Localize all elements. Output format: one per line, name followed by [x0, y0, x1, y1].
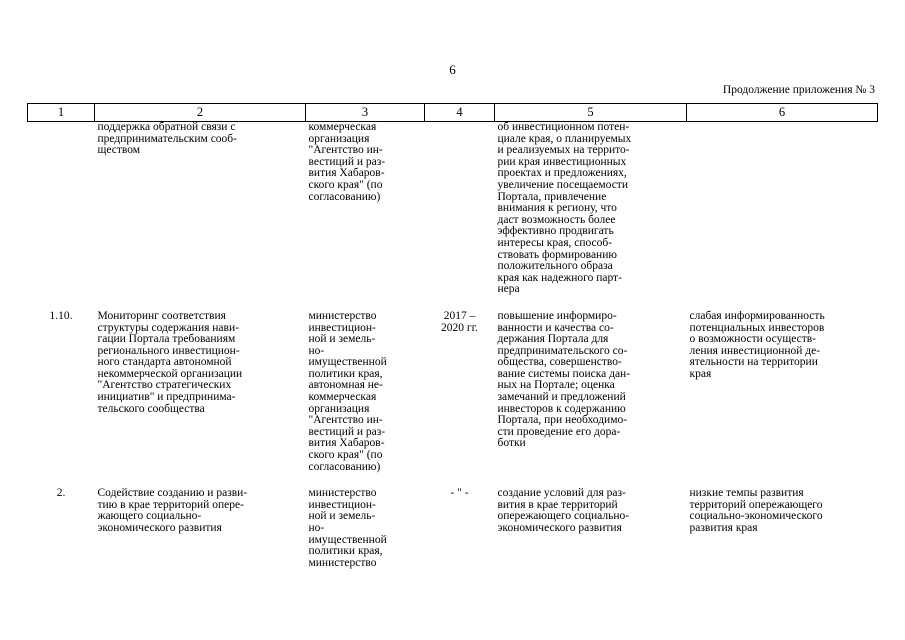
cell-text-line: увеличение посещаемости — [497, 178, 628, 191]
cell-text-line: внимания к региону, что — [497, 202, 617, 215]
column-header-2: 2 — [95, 104, 306, 122]
cell-text-line: инициатив" и предпринима- — [97, 391, 236, 404]
cell-text-line: коммерческая — [308, 121, 377, 133]
cell-text-line: Портала, привлечение — [497, 190, 607, 203]
cell-text-line: вития в крае территорий — [497, 498, 618, 511]
cell-text-line: вание системы поиска дан- — [497, 367, 631, 380]
cell-text-line: но- — [308, 522, 325, 534]
cell-text-line: ботки — [497, 437, 526, 450]
cell-text-line: "Агентство стратегических — [97, 379, 232, 392]
cell-text-line: Содействие созданию и разви- — [97, 487, 248, 500]
cell-text-line: "Агентство ин- — [308, 144, 383, 157]
cell-text-line: согласованию) — [308, 190, 381, 203]
cell-text-line: эффективно продвигать — [497, 225, 614, 238]
cell-text-line: министерство — [308, 487, 377, 500]
cell-text-line: края — [689, 367, 712, 380]
cell-text-line: тельского сообщества — [97, 402, 205, 415]
cell-text-line: ского края" (по — [308, 178, 383, 191]
page-number: 6 — [449, 62, 456, 77]
column-header-1: 1 — [28, 104, 95, 122]
result-cell — [495, 302, 687, 479]
cell-text-line: опережающего социально- — [497, 510, 630, 523]
cell-text-line: некоммерческой организации — [97, 367, 243, 380]
cell-text-line: ления инвестиционной де- — [689, 344, 821, 357]
cell-text-line: и реализуемых на террито- — [497, 144, 630, 157]
cell-text-line: инвесторов к содержанию — [497, 402, 626, 415]
cell-text-line: вития Хабаров- — [308, 167, 385, 180]
cell-text-line: циале края, о планируемых — [497, 132, 632, 145]
result-cell — [495, 479, 687, 575]
cell-text-line: структуры содержания нави- — [97, 321, 239, 334]
cell-text-line: автономная не- — [308, 379, 383, 392]
executor-cell — [306, 122, 425, 302]
cell-text-line: о возможности осуществ- — [689, 333, 817, 346]
appendix-table — [27, 103, 878, 575]
cell-text-line: экономического развития — [497, 522, 622, 534]
cell-text-line: 2020 гг. — [441, 321, 478, 334]
cell-text-line: потенциальных инвесторов — [689, 321, 825, 334]
cell-text-line: проектах и предложениях, — [497, 167, 627, 180]
table-row — [28, 122, 878, 302]
cell-text-line: ной и земель- — [308, 333, 376, 346]
executor-cell — [306, 302, 425, 479]
cell-text-line: создание условий для раз- — [497, 487, 626, 500]
cell-text-line: ной и земель- — [308, 510, 376, 523]
term-cell — [425, 302, 495, 479]
cell-text-line: организация — [308, 132, 370, 145]
cell-text-line: держания Портала для — [497, 333, 609, 346]
cell-text-line: ятельности на территории — [689, 356, 818, 369]
cell-text-line: вестиций и раз- — [308, 155, 386, 168]
activity-cell — [95, 302, 306, 479]
table-row — [28, 302, 878, 479]
table-header-row — [28, 104, 878, 122]
cell-text-line: слабая информированность — [689, 309, 825, 322]
cell-text-line: имущественной — [308, 356, 387, 369]
cell-text-line: - " - — [450, 487, 469, 500]
column-header-6: 6 — [687, 104, 878, 122]
cell-text-line: социально-экономического — [689, 510, 823, 523]
cell-text-line: об инвестиционном потен- — [497, 121, 630, 133]
column-header-5: 5 — [495, 104, 687, 122]
column-header-4: 4 — [425, 104, 495, 122]
cell-text-line: политики края, — [308, 545, 383, 558]
cell-text-line: ных на Портале; оценка — [497, 379, 615, 392]
cell-text-line: ществом — [97, 144, 141, 157]
cell-text-line: "Агентство ин- — [308, 414, 383, 427]
cell-text-line: жающего социально- — [97, 510, 202, 523]
cell-text-line: Портала, при необходимо- — [497, 414, 628, 427]
cell-text-line: поддержка обратной связи с — [97, 121, 236, 133]
cell-text-line: даст возможность более — [497, 213, 616, 226]
cell-text-line: ского края" (по — [308, 449, 383, 462]
cell-text-line: рии края инвестиционных — [497, 155, 627, 168]
risk-cell — [687, 479, 878, 575]
cell-text-line: положительного образа — [497, 260, 613, 273]
risk-cell — [687, 302, 878, 479]
activity-cell — [95, 122, 306, 302]
row-number: 2. — [56, 487, 66, 500]
activity-cell — [95, 479, 306, 575]
cell-text-line: организация — [308, 402, 370, 415]
cell-text-line: согласованию) — [308, 460, 381, 473]
cell-text-line: коммерческая — [308, 391, 377, 404]
cell-text-line: нера — [497, 283, 520, 296]
cell-text-line: министерство — [308, 309, 377, 322]
cell-text-line: замечаний и предложений — [497, 391, 626, 404]
cell-text-line: министерство — [308, 556, 377, 569]
cell-text-line: вестиций и раз- — [308, 425, 386, 438]
cell-text-line: инвестицион- — [308, 498, 376, 511]
row-number: 1.10. — [49, 309, 73, 322]
continuation-label: Продолжение приложения № 3 — [722, 84, 875, 96]
cell-text-line: повышение информиро- — [497, 309, 617, 322]
cell-text-line: регионального инвестицион- — [97, 344, 240, 357]
term-cell — [425, 479, 495, 575]
cell-text-line: предпринимательского со- — [497, 344, 628, 357]
cell-text-line: политики края, — [308, 367, 383, 380]
cell-text-line: 2017 – — [443, 309, 476, 322]
cell-text-line: ствовать формированию — [497, 248, 617, 261]
cell-text-line: гации Портала требованиям — [97, 333, 236, 346]
column-header-3: 3 — [306, 104, 425, 122]
cell-text-line: предпринимательским сооб- — [97, 132, 237, 145]
row-number — [28, 122, 95, 302]
cell-text-line: сти проведение его дора- — [497, 425, 621, 438]
cell-text-line: имущественной — [308, 533, 387, 546]
risk-cell — [687, 122, 878, 302]
term-cell — [425, 122, 495, 302]
cell-text-line: ного стандарта автономной — [97, 356, 232, 369]
cell-text-line: инвестицион- — [308, 321, 376, 334]
cell-text-line: общества, совершенство- — [497, 356, 622, 369]
cell-text-line: края как надежного парт- — [497, 271, 622, 284]
cell-text-line: низкие темпы развития — [689, 487, 804, 500]
result-cell — [495, 122, 687, 302]
cell-text-line: Мониторинг соответствия — [97, 309, 226, 322]
cell-text-line: экономического развития — [97, 522, 222, 534]
cell-text-line: развития края — [689, 522, 758, 534]
cell-text-line: вития Хабаров- — [308, 437, 385, 450]
cell-text-line: территорий опережающего — [689, 498, 823, 511]
cell-text-line: но- — [308, 344, 325, 357]
executor-cell — [306, 479, 425, 575]
cell-text-line: интересы края, способ- — [497, 236, 613, 249]
cell-text-line: тию в крае территорий опере- — [97, 498, 244, 511]
table-row — [28, 479, 878, 575]
cell-text-line: ванности и качества со- — [497, 321, 614, 334]
